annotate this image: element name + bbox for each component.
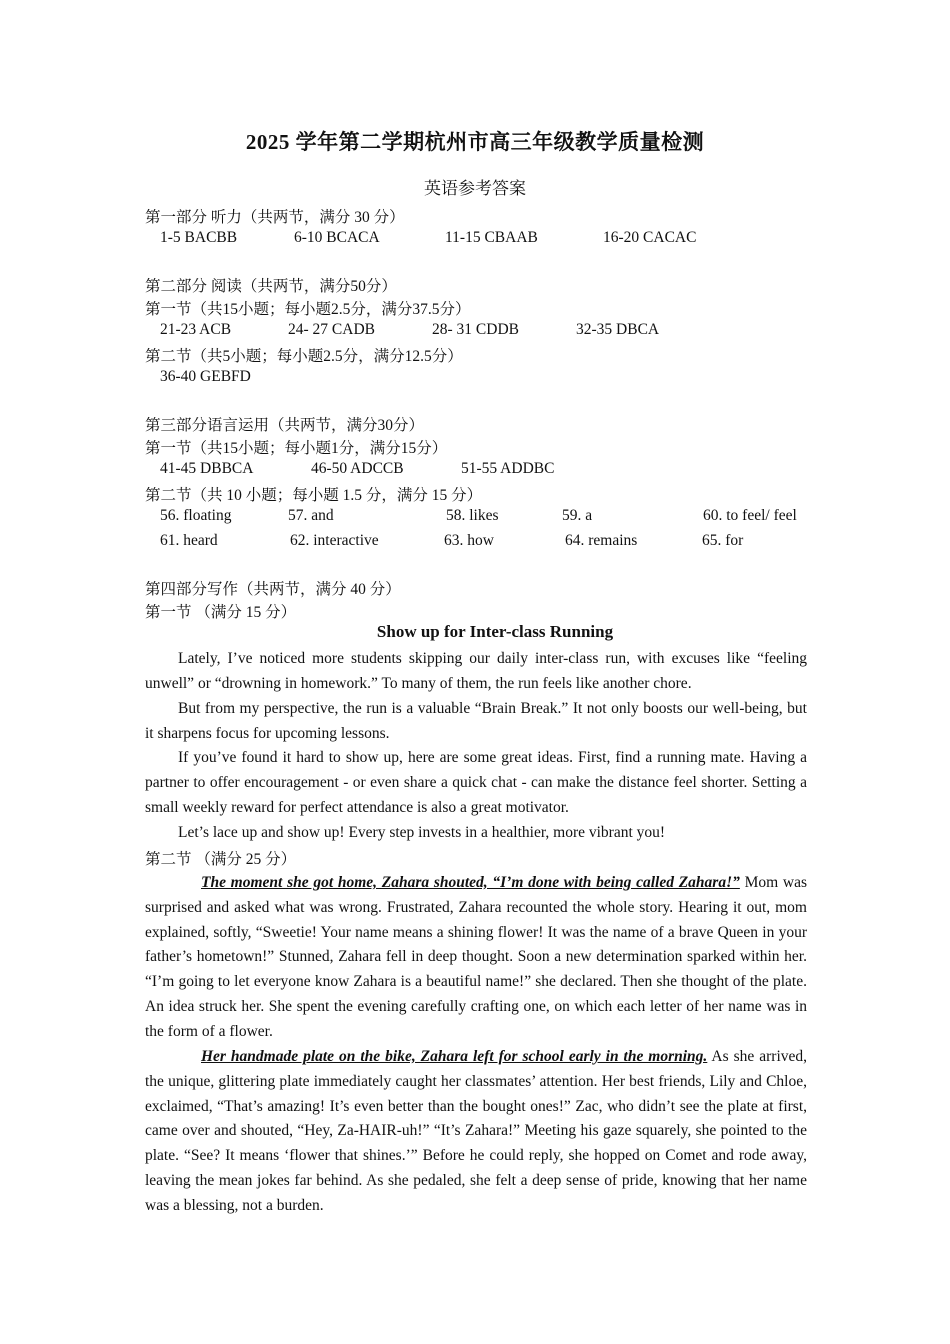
- answer-group: 28- 31 CDDB: [432, 321, 519, 338]
- part2-section1-heading: 第一节（共15小题；每小题2.5分，满分37.5分）: [145, 301, 471, 318]
- answer-item: 62. interactive: [290, 532, 379, 549]
- answer-group: 11-15 CBAAB: [445, 229, 538, 246]
- story-lead-sentence: The moment she got home, Zahara shouted, “I’m done with being called Zahara!”: [201, 874, 740, 891]
- story-paragraph: [145, 871, 807, 1045]
- essay-paragraph: Lately, I’ve noticed more students skipping our daily inter-class run, with excuses like “feeling unwell” or “drowning in homework.” To many of them, the run feels like another chore.: [145, 650, 807, 692]
- story-paragraph: [145, 1045, 807, 1219]
- page-title: 2025 学年第二学期杭州市高三年级教学质量检测: [245, 130, 705, 154]
- answer-item: 57. and: [288, 507, 334, 524]
- part4-section2-heading: 第二节 （满分 25 分）: [145, 851, 297, 868]
- answer-group: 6-10 BCACA: [294, 229, 380, 246]
- essay-paragraph: But from my perspective, the run is a valuable “Brain Break.” It not only boosts our well-being, but it sharpens focus for upcoming lessons.: [145, 700, 807, 742]
- part3-section2-heading: 第二节（共 10 小题；每小题 1.5 分，满分 15 分）: [145, 487, 483, 504]
- part4-section1-heading: 第一节 （满分 15 分）: [145, 604, 297, 621]
- answer-item: 60. to feel/ feel: [703, 507, 797, 524]
- essay-paragraph: If you’ve found it hard to show up, here are some great ideas. First, find a running mate. Having a partner to offer encouragement - or even share a quick chat - can make the distance feel shorter. Setting a small weekly reward for perfect attendance is also a great motivator.: [145, 749, 807, 816]
- story-body: As she arrived, the unique, glittering plate immediately caught her classmates’ attention. Her best friends, Lily and Chloe, exclaimed, “That’s amazing! It’s even better than the bought ones!” Zac, who didn’t see the plate at first, came over and shouted, “Hey, Za-HAIR-uh!” “It’s Zahara!” Meeting his gaze squarely, she pointed to the plate. “See? It means ‘flower that shines.’” Before he could reply, she hopped on Comet and rode away, leaving the mean jokes far behind. As she pedaled, she felt a deep sense of pride, knowing that her name was a blessing, not a burden.: [145, 1048, 807, 1214]
- essay-paragraph: Let’s lace up and show up! Every step invests in a healthier, more vibrant you!: [178, 824, 666, 841]
- answer-group: 16-20 CACAC: [603, 229, 697, 246]
- part1-heading: 第一部分 听力（共两节，满分 30 分）: [145, 209, 405, 226]
- part3-section1-heading: 第一节（共15小题；每小题1分，满分15分）: [145, 440, 448, 457]
- part2-section2-heading: 第二节（共5小题；每小题2.5分，满分12.5分）: [145, 348, 463, 365]
- answer-group: 41-45 DBBCA: [160, 460, 254, 477]
- part4-heading: 第四部分写作（共两节，满分 40 分）: [145, 581, 401, 598]
- answer-item: 64. remains: [565, 532, 638, 549]
- answer-group: 36-40 GEBFD: [160, 368, 251, 385]
- answer-group: 24- 27 CADB: [288, 321, 375, 338]
- answer-item: 59. a: [562, 507, 593, 524]
- answer-item: 58. likes: [446, 507, 499, 524]
- answer-item: 56. floating: [160, 507, 232, 524]
- answer-group: 32-35 DBCA: [576, 321, 660, 338]
- story-lead-sentence: Her handmade plate on the bike, Zahara left for school early in the morning.: [201, 1048, 708, 1065]
- story-body: Mom was surprised and asked what was wrong. Frustrated, Zahara recounted the whole story. Hearing it out, mom explained, softly, “Sweetie! Your name means a shining flower! It was the name of a brave Queen in your father’s hometown!” Stunned, Zahara fell in deep thought. Soon a new determination sparked within her. “I’m going to let everyone know Zahara is a beautiful name!” she declared. Then she thought of the plate. An idea struck her. She spent the evening carefully crafting one, on which each letter of her name was in the form of a flower.: [145, 874, 808, 1040]
- answer-item: 63. how: [444, 532, 494, 549]
- answer-group: 1-5 BACBB: [160, 229, 238, 246]
- part3-heading: 第三部分语言运用（共两节，满分30分）: [145, 417, 425, 434]
- essay-title: Show up for Inter-class Running: [376, 622, 614, 641]
- page-subtitle: 英语参考答案: [424, 179, 526, 198]
- answer-item: 65. for: [702, 532, 744, 549]
- answer-group: 46-50 ADCCB: [311, 460, 404, 477]
- answer-group: 51-55 ADDBC: [461, 460, 555, 477]
- answer-group: 21-23 ACB: [160, 321, 232, 338]
- part2-heading: 第二部分 阅读（共两节，满分50分）: [145, 278, 397, 295]
- answer-item: 61. heard: [160, 532, 218, 549]
